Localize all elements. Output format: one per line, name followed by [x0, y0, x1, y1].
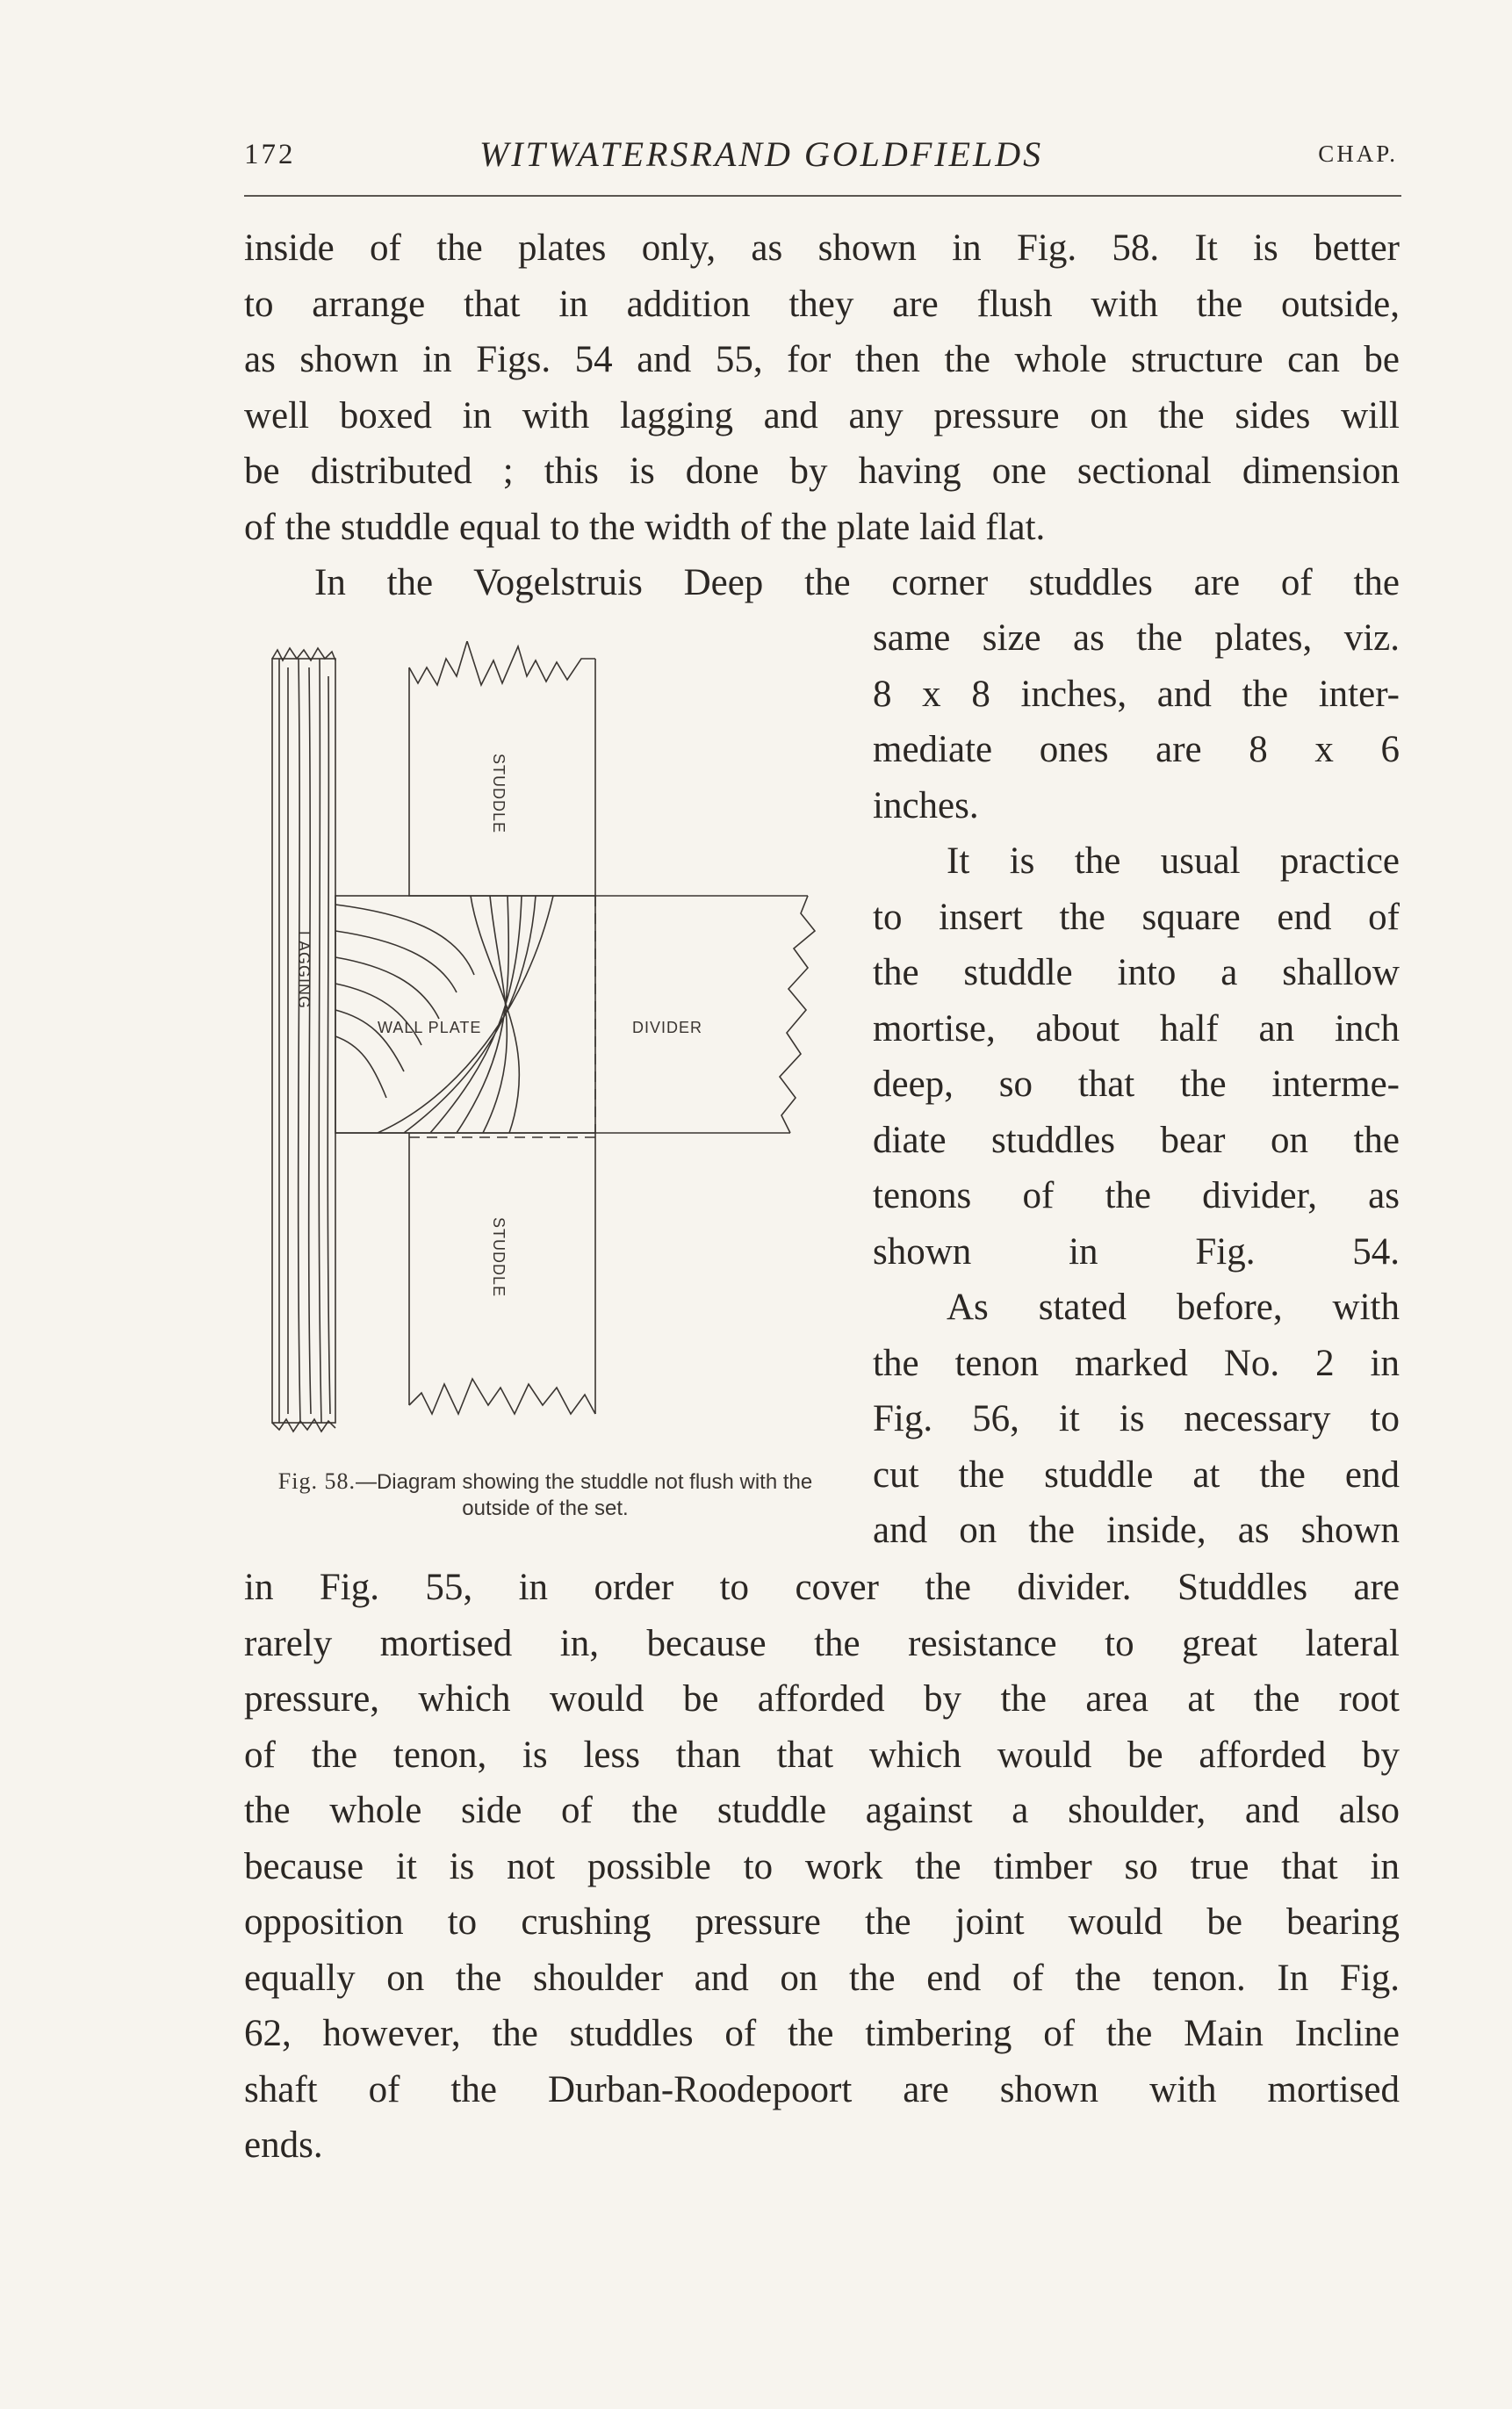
- text-line: As stated before, with: [947, 1287, 1400, 1328]
- wall-plate: [335, 896, 595, 1133]
- figure-58: [263, 641, 860, 1449]
- page-number: 172: [244, 139, 296, 170]
- lagging-plank: [272, 648, 335, 1432]
- text-line: as shown in Figs. 54 and 55, for then the whole structure can be: [244, 339, 1400, 380]
- caption-label: Fig. 58.: [277, 1468, 356, 1494]
- text-line: be distributed ; this is done by having one sectional dimension: [244, 451, 1400, 492]
- text-line: diate studdles bear on the: [873, 1119, 1400, 1161]
- text-line: 62, however, the studdles of the timbering of the Main Incline: [244, 2013, 1400, 2054]
- text-line: inches.: [873, 784, 979, 826]
- text-line: In the Vogelstruis Deep the corner studdles are of the: [314, 562, 1400, 603]
- text-line: inside of the plates only, as shown in Fig. 58. It is better: [244, 227, 1400, 269]
- paragraph-bottom: [244, 1560, 1400, 2174]
- text-line: tenons of the divider, as: [873, 1175, 1400, 1216]
- divider-beam: [595, 896, 815, 1133]
- text-line: cut the studdle at the end: [873, 1453, 1400, 1496]
- running-title: WITWATERSRAND GOLDFIELDS: [479, 134, 1044, 174]
- timbering-diagram: [263, 641, 860, 1449]
- text-line: deep, so that the interme-: [873, 1064, 1400, 1105]
- text-line: in Fig. 55, in order to cover the divider. Studdles are: [244, 1567, 1400, 1608]
- text-line: same size as the plates, viz.: [873, 617, 1400, 659]
- text-line: It is the usual practice: [947, 840, 1400, 882]
- divider-label: DIVIDER: [632, 1019, 703, 1036]
- paragraph-wrap: [873, 610, 1400, 1559]
- text-line: of the tenon, is less than that which would be afforded by: [244, 1734, 1400, 1776]
- text-line: shown in Fig. 54.: [873, 1230, 1400, 1273]
- caption-text: —Diagram showing the studdle not flush with the outside of the set.: [355, 1470, 813, 1520]
- text-line: to arrange that in addition they are flush with the outside,: [244, 283, 1400, 325]
- text-line: pressure, which would be afforded by the area at the root: [244, 1678, 1400, 1720]
- studdle-label-bottom: STUDDLE: [490, 1217, 508, 1298]
- text-line: mediate ones are 8 x 6: [873, 729, 1400, 770]
- text-line: Fig. 56, it is necessary to: [873, 1398, 1400, 1439]
- text-line: the tenon marked No. 2 in: [873, 1342, 1400, 1384]
- text-line: to insert the square end of: [873, 896, 1400, 938]
- text-line: mortise, about half an inch: [873, 1007, 1400, 1049]
- chapter-label: CHAP.: [1318, 141, 1398, 167]
- text-line: the whole side of the studdle against a shoulder, and also: [244, 1790, 1400, 1831]
- text-line: of the studdle equal to the width of the plate laid flat.: [244, 506, 1046, 548]
- lagging-label: LAGGING: [295, 931, 313, 1010]
- text-line: 8 x 8 inches, and the inter-: [873, 673, 1400, 715]
- studdle-label-top: STUDDLE: [490, 754, 508, 834]
- text-line: the studdle into a shallow: [873, 952, 1400, 993]
- text-line: opposition to crushing pressure the joint would be bearing: [244, 1901, 1400, 1943]
- header-rule: [244, 195, 1401, 197]
- text-line: ends.: [244, 2124, 323, 2166]
- wall-plate-label: WALL PLATE: [378, 1019, 482, 1036]
- figure-caption: [242, 1468, 848, 1522]
- text-line: equally on the shoulder and on the end of the tenon. In Fig.: [244, 1957, 1400, 1999]
- text-line: rarely mortised in, because the resistance to great lateral: [244, 1622, 1400, 1664]
- paragraph-top: [244, 220, 1400, 611]
- running-header: [244, 134, 1400, 188]
- text-line: shaft of the Durban-Roodepoort are shown with mortised: [244, 2068, 1400, 2110]
- text-line: well boxed in with lagging and any pressure on the sides will: [244, 394, 1400, 436]
- text-line: and on the inside, as shown: [873, 1510, 1400, 1551]
- text-line: because it is not possible to work the timber so true that in: [244, 1845, 1400, 1887]
